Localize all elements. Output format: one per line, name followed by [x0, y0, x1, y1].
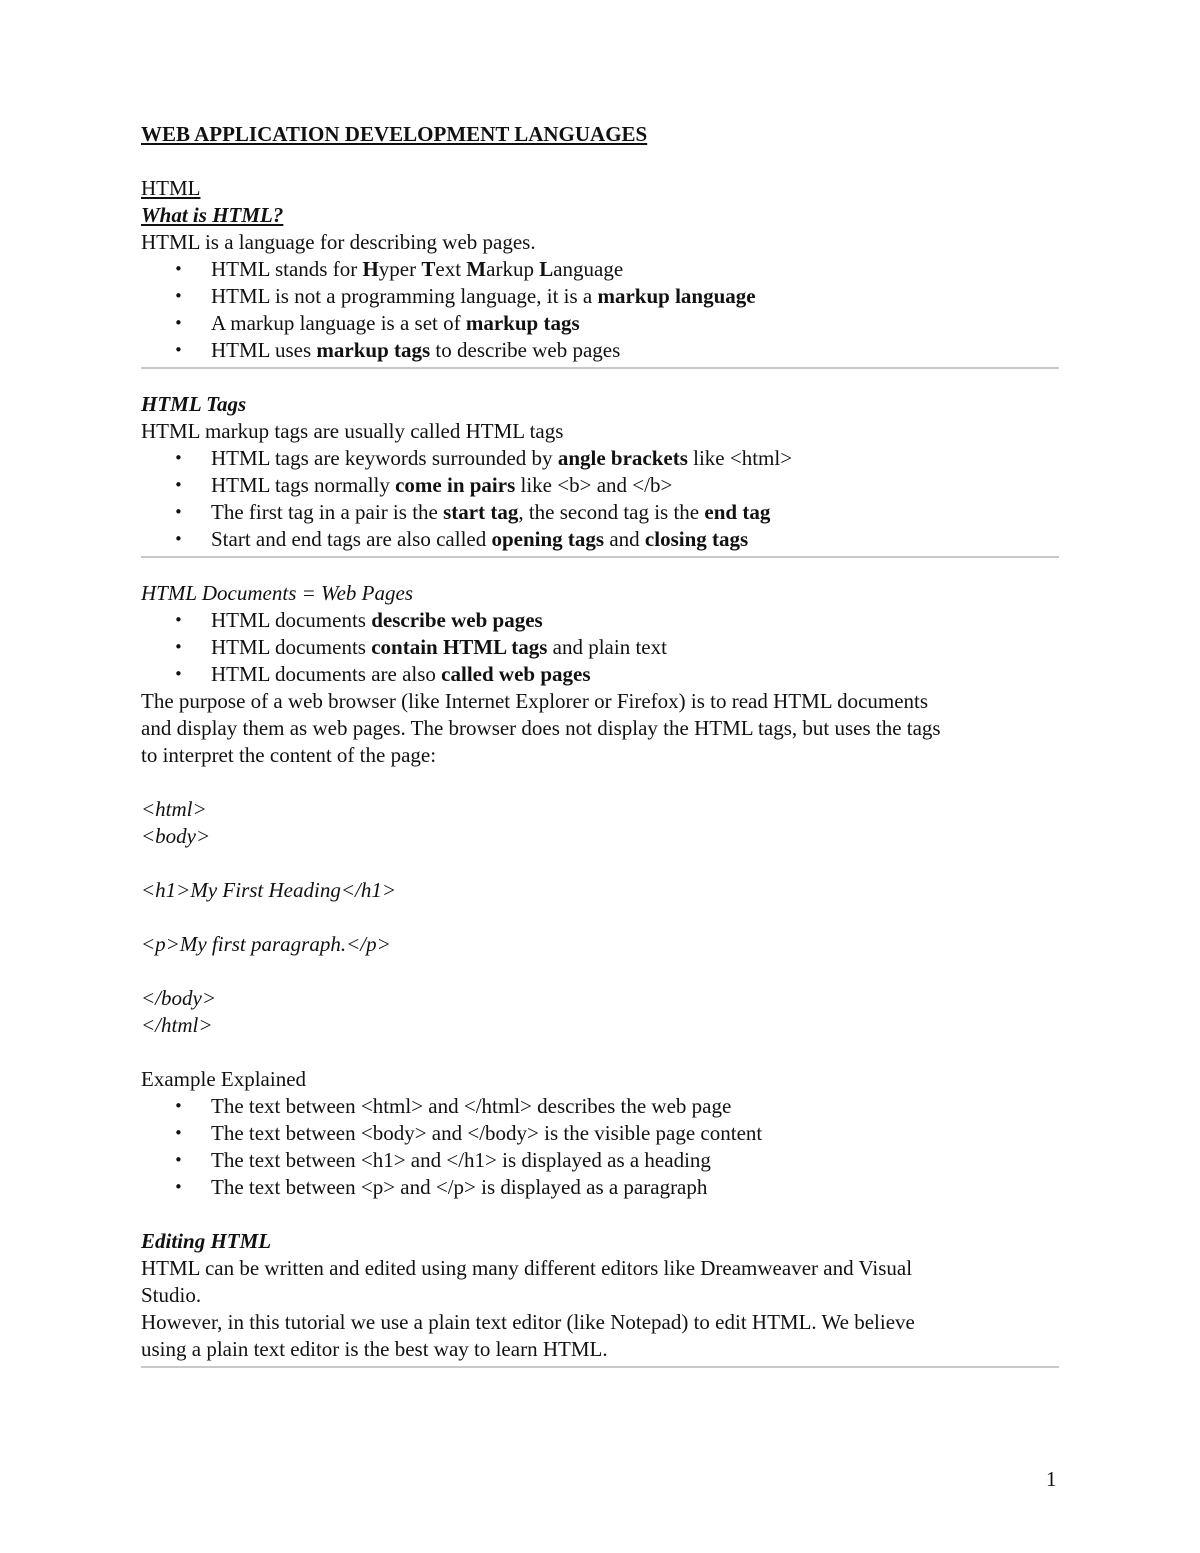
code-example: [141, 796, 1059, 1039]
bold-text: describe web pages: [371, 608, 543, 632]
section-divider: [141, 1366, 1059, 1368]
paragraph-line: Studio.: [141, 1283, 202, 1307]
text-run: HTML stands for: [211, 257, 363, 281]
text-run: HTML documents: [211, 608, 372, 632]
paragraph-line: HTML can be written and edited using many different editors like Dreamweaver and Visual: [141, 1256, 913, 1280]
bold-text: contain HTML tags: [371, 635, 548, 659]
bold-text: end tag: [704, 500, 771, 524]
list-item: [141, 607, 1059, 634]
section-editing-html: [141, 1228, 1059, 1363]
bold-text: L: [539, 257, 554, 281]
list-item: [141, 1093, 1059, 1120]
document-title: WEB APPLICATION DEVELOPMENT LANGUAGES: [141, 122, 648, 146]
bold-text: H: [362, 257, 379, 281]
list-item: [141, 526, 1059, 553]
code-line: </html>: [141, 1013, 213, 1037]
bold-text: markup tags: [316, 338, 431, 362]
code-line: </body>: [141, 986, 216, 1010]
paragraph-line: The purpose of a web browser (like Internet Explorer or Firefox) is to read HTML documents: [141, 689, 929, 713]
section-intro: HTML markup tags are usually called HTML tags: [141, 419, 564, 443]
list-item: [141, 661, 1059, 688]
list-item: [141, 499, 1059, 526]
bold-text: opening tags: [491, 527, 605, 551]
text-run: arkup: [486, 257, 540, 281]
bullet-list: [141, 445, 1059, 553]
list-item: [141, 1147, 1059, 1174]
text-run: and: [604, 527, 645, 551]
bold-text: T: [421, 257, 436, 281]
text-run: A markup language is a set of: [211, 311, 466, 335]
list-item: [141, 310, 1059, 337]
code-line: <p>My first paragraph.</p>: [141, 932, 391, 956]
list-item: [141, 283, 1059, 310]
paragraph-line: using a plain text editor is the best way to learn HTML.: [141, 1337, 608, 1361]
page-number: 1: [1046, 1467, 1057, 1491]
bullet-list: [141, 1093, 1059, 1201]
text-run: HTML is not a programming language, it is a: [211, 284, 598, 308]
text-run: The text between <body> and </body> is the visible page content: [211, 1121, 763, 1145]
text-run: The first tag in a pair is the: [211, 500, 444, 524]
bullet-list: [141, 607, 1059, 688]
text-run: HTML tags are keywords surrounded by: [211, 446, 558, 470]
text-run: HTML tags normally: [211, 473, 396, 497]
text-run: HTML uses: [211, 338, 317, 362]
text-run: The text between <html> and </html> describes the web page: [211, 1094, 732, 1118]
text-run: The text between <h1> and </h1> is displayed as a heading: [211, 1148, 711, 1172]
list-item: [141, 337, 1059, 364]
bold-text: M: [466, 257, 487, 281]
paragraph-line: to interpret the content of the page:: [141, 743, 437, 767]
list-item: [141, 634, 1059, 661]
text-run: yper: [378, 257, 422, 281]
bold-text: markup tags: [465, 311, 580, 335]
section-heading: Example Explained: [141, 1067, 307, 1091]
text-run: The text between <p> and </p> is displayed as a paragraph: [211, 1175, 708, 1199]
bold-text: start tag: [443, 500, 519, 524]
section-intro: HTML is a language for describing web pages.: [141, 230, 536, 254]
section-html-documents: [141, 580, 1059, 1201]
bold-text: closing tags: [644, 527, 749, 551]
code-line: <body>: [141, 824, 211, 848]
list-item: [141, 472, 1059, 499]
list-item: [141, 256, 1059, 283]
text-run: HTML documents: [211, 635, 372, 659]
code-line: <html>: [141, 797, 207, 821]
document-page: [141, 121, 1059, 1390]
list-item: [141, 445, 1059, 472]
section-heading: What is HTML?: [141, 203, 284, 227]
section-label: HTML: [141, 176, 201, 200]
bold-text: come in pairs: [395, 473, 516, 497]
bullet-list: [141, 256, 1059, 364]
text-run: HTML documents are also: [211, 662, 442, 686]
list-item: [141, 1120, 1059, 1147]
bold-text: markup language: [597, 284, 756, 308]
section-what-is-html: [141, 202, 1059, 364]
code-line: <h1>My First Heading</h1>: [141, 878, 396, 902]
text-run: Start and end tags are also called: [211, 527, 492, 551]
text-run: like <html>: [687, 446, 793, 470]
bold-text: angle brackets: [557, 446, 688, 470]
section-html-tags: [141, 391, 1059, 553]
text-run: , the second tag is the: [518, 500, 705, 524]
section-heading: HTML Documents = Web Pages: [141, 581, 413, 605]
list-item: [141, 1174, 1059, 1201]
paragraph-line: However, in this tutorial we use a plain text editor (like Notepad) to edit HTML. We believe: [141, 1310, 915, 1334]
section-heading: HTML Tags: [141, 392, 247, 416]
text-run: anguage: [553, 257, 624, 281]
text-run: ext: [435, 257, 467, 281]
text-run: to describe web pages: [430, 338, 621, 362]
text-run: and plain text: [547, 635, 667, 659]
section-divider: [141, 367, 1059, 369]
section-heading: Editing HTML: [141, 1229, 272, 1253]
bold-text: called web pages: [441, 662, 591, 686]
text-run: like <b> and </b>: [515, 473, 673, 497]
section-divider: [141, 556, 1059, 558]
paragraph-line: and display them as web pages. The browser does not display the HTML tags, but uses the tags: [141, 716, 941, 740]
